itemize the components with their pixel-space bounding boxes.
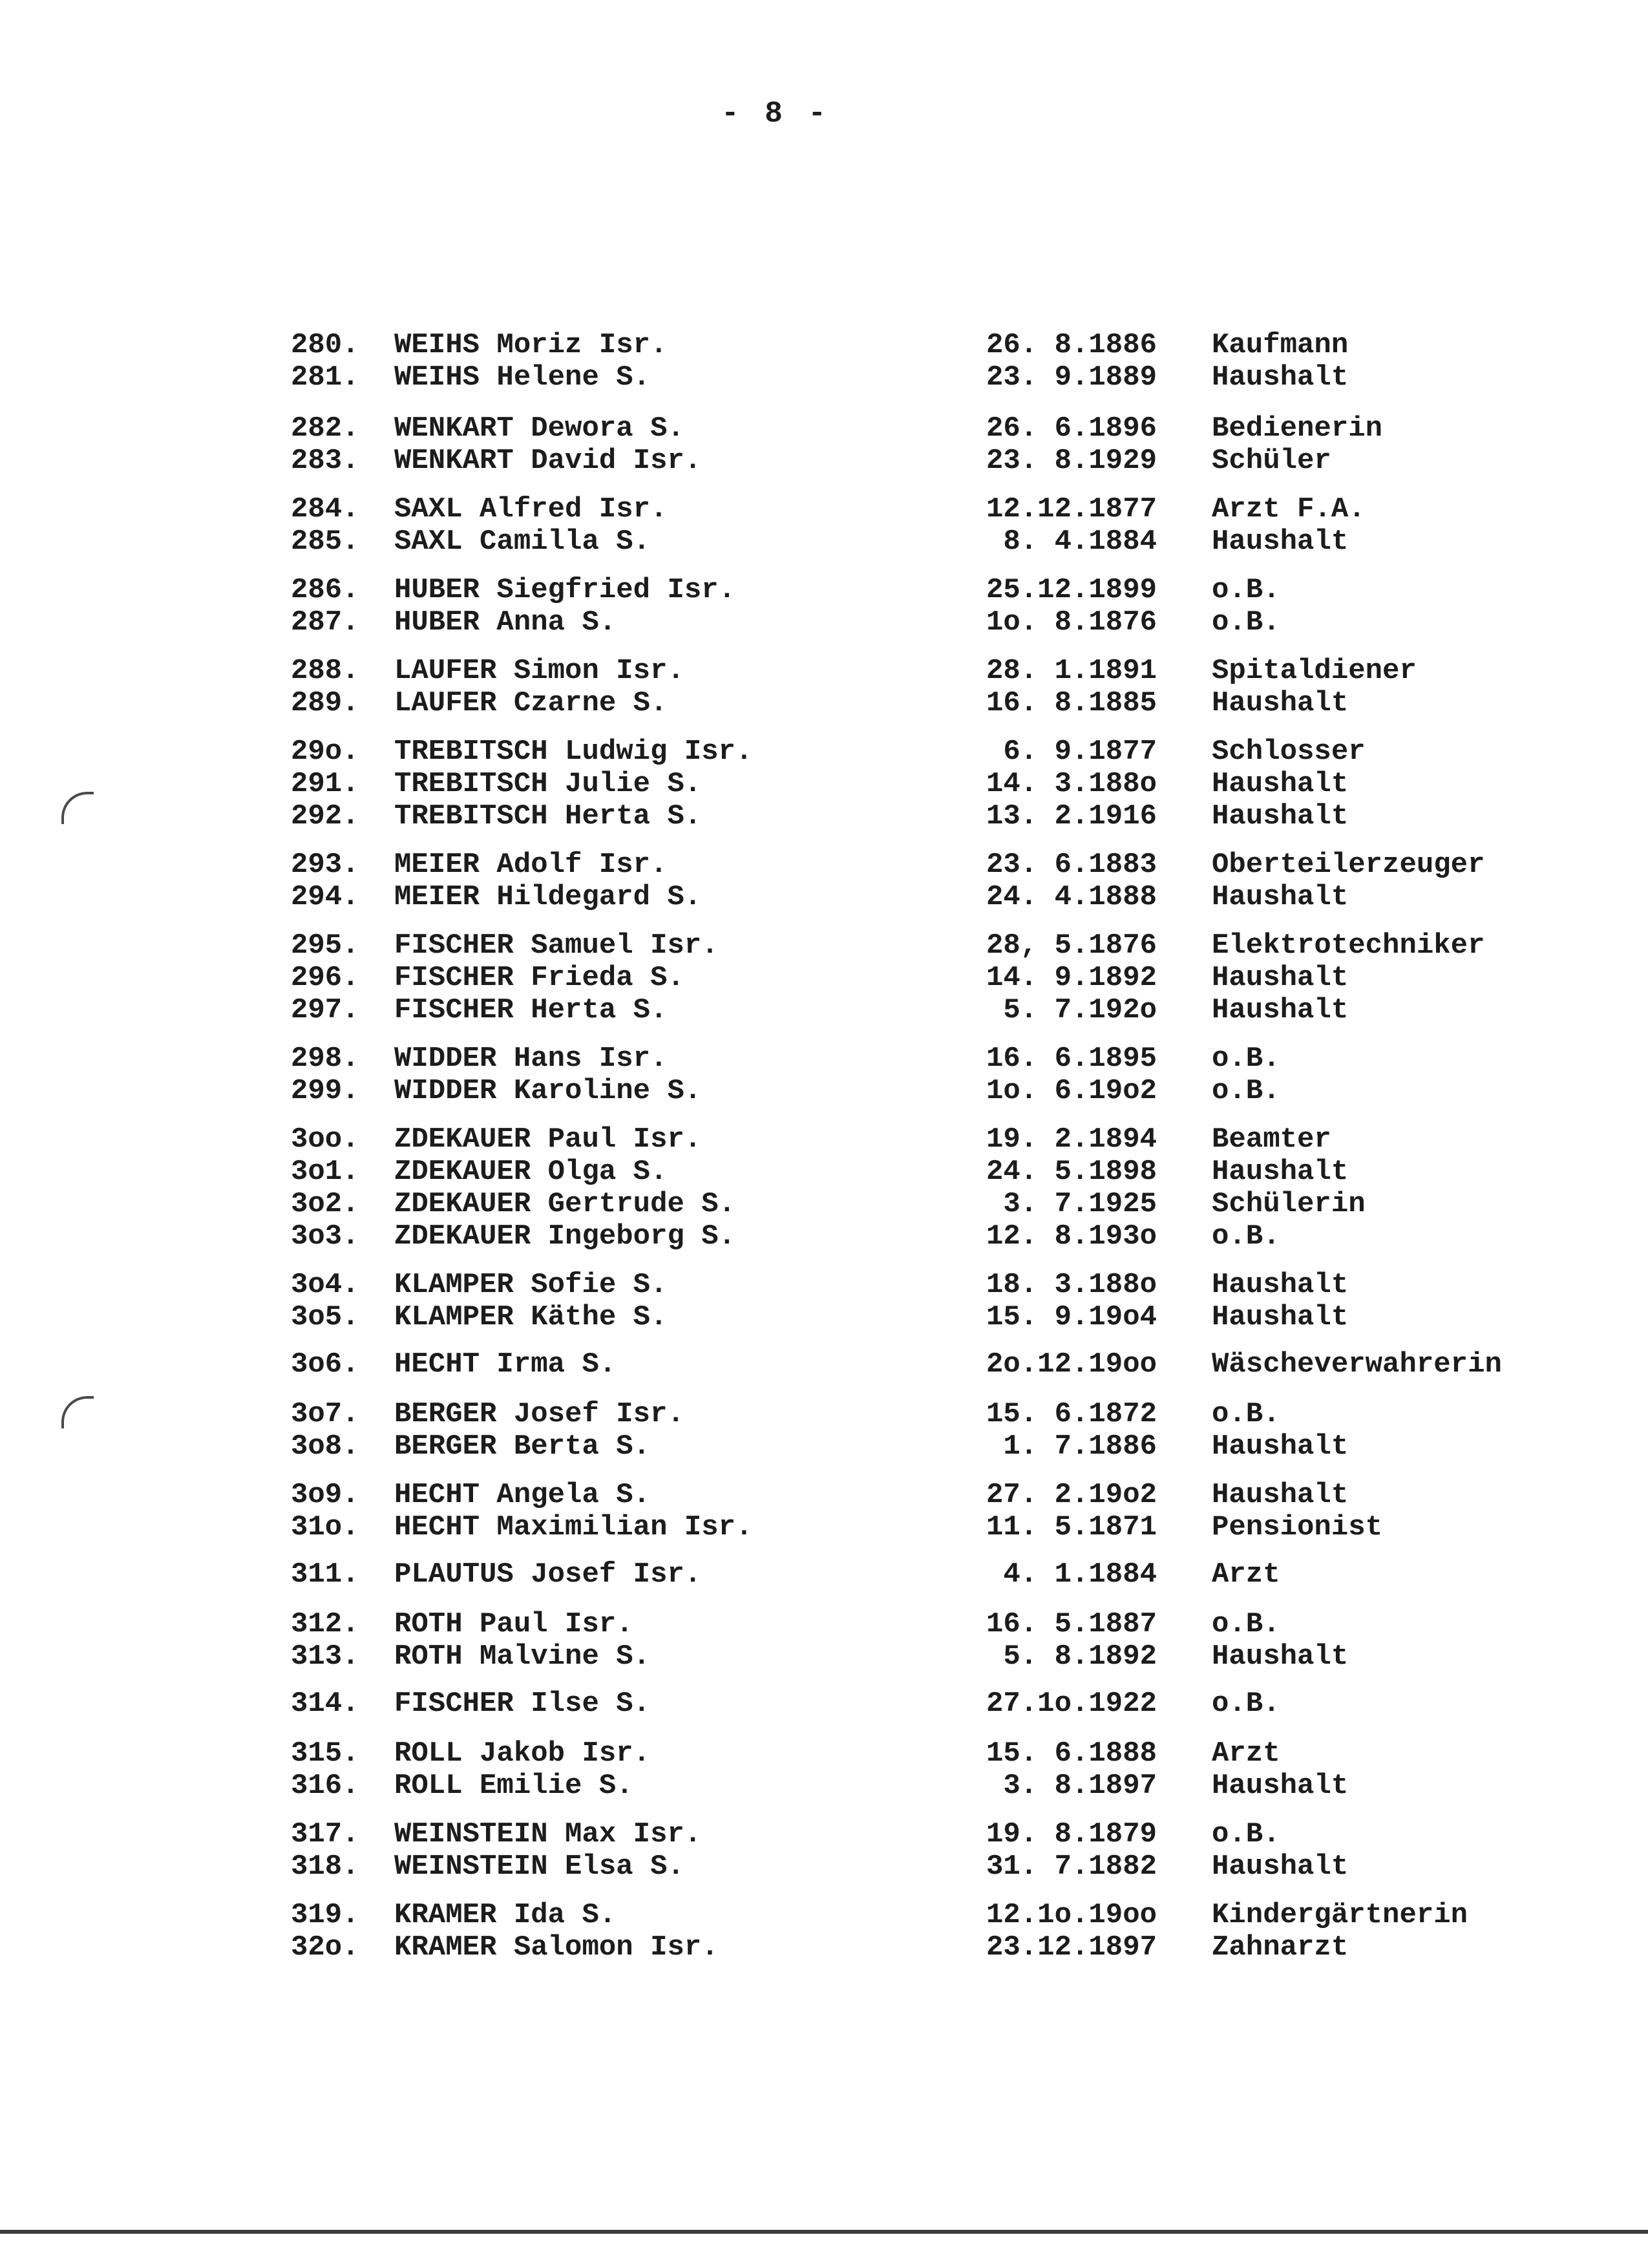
entry-number: 3o5. xyxy=(291,1301,359,1333)
entry-occupation: Haushalt xyxy=(1212,800,1349,832)
list-item xyxy=(0,735,1648,768)
entry-occupation: Beamter xyxy=(1212,1123,1331,1156)
entry-name: WEINSTEIN Max Isr. xyxy=(394,1818,702,1850)
entry-occupation: o.B. xyxy=(1212,1075,1280,1107)
entry-name: SAXL Alfred Isr. xyxy=(394,493,668,525)
list-item xyxy=(0,1510,1648,1544)
entry-number: 297. xyxy=(291,994,359,1026)
list-item xyxy=(0,1300,1648,1334)
entry-occupation: Spitaldiener xyxy=(1212,655,1417,687)
entry-name: KRAMER Ida S. xyxy=(394,1899,617,1931)
list-item xyxy=(0,1478,1648,1512)
entry-birth-date: 6. 9.1877 xyxy=(1003,736,1157,768)
entry-number: 287. xyxy=(291,606,359,639)
entry-number: 295. xyxy=(291,929,359,962)
list-item xyxy=(0,848,1648,882)
entry-occupation: Haushalt xyxy=(1212,1301,1349,1333)
entry-number: 291. xyxy=(291,768,359,800)
list-item xyxy=(0,1558,1648,1591)
entry-name: HECHT Angela S. xyxy=(394,1479,651,1511)
entry-number: 283. xyxy=(291,445,359,477)
entry-number: 288. xyxy=(291,655,359,687)
entry-name: LAUFER Czarne S. xyxy=(394,687,668,719)
list-item xyxy=(0,1123,1648,1156)
entry-occupation: Haushalt xyxy=(1212,1156,1349,1188)
entry-birth-date: 15. 6.1888 xyxy=(986,1737,1157,1770)
entry-birth-date: 1o. 6.19o2 xyxy=(986,1075,1157,1107)
list-item xyxy=(0,1348,1648,1381)
entry-name: PLAUTUS Josef Isr. xyxy=(394,1558,702,1591)
entry-number: 311. xyxy=(291,1558,359,1591)
entry-name: FISCHER Ilse S. xyxy=(394,1688,651,1720)
entry-occupation: Arzt xyxy=(1212,1737,1280,1770)
entry-number: 299. xyxy=(291,1075,359,1107)
entry-occupation: Kaufmann xyxy=(1212,329,1349,361)
entry-name: MEIER Adolf Isr. xyxy=(394,849,668,881)
entry-name: FISCHER Frieda S. xyxy=(394,962,684,994)
page-number: - 8 - xyxy=(721,97,830,131)
entry-name: WEIHS Moriz Isr. xyxy=(394,329,668,361)
entry-name: LAUFER Simon Isr. xyxy=(394,655,684,687)
entry-number: 282. xyxy=(291,412,359,445)
list-item xyxy=(0,929,1648,962)
entry-name: TREBITSCH Herta S. xyxy=(394,800,702,832)
entry-occupation: Haushalt xyxy=(1212,525,1349,558)
list-item xyxy=(0,606,1648,639)
entry-number: 285. xyxy=(291,525,359,558)
entry-birth-date: 8. 4.1884 xyxy=(1003,525,1157,558)
entry-birth-date: 12.12.1877 xyxy=(986,493,1157,525)
entry-name: FISCHER Herta S. xyxy=(394,994,668,1026)
entry-occupation: Haushalt xyxy=(1212,962,1349,994)
list-item xyxy=(0,1397,1648,1431)
entry-birth-date: 27. 2.19o2 xyxy=(986,1479,1157,1511)
entry-number: 289. xyxy=(291,687,359,719)
list-item xyxy=(0,1220,1648,1253)
entry-occupation: Haushalt xyxy=(1212,687,1349,719)
entry-birth-date: 16. 6.1895 xyxy=(986,1043,1157,1075)
entry-birth-date: 25.12.1899 xyxy=(986,574,1157,606)
entry-number: 318. xyxy=(291,1850,359,1883)
entry-name: KLAMPER Sofie S. xyxy=(394,1269,668,1301)
entry-occupation: Zahnarzt xyxy=(1212,1931,1349,1964)
entry-occupation: Arzt F.A. xyxy=(1212,493,1366,525)
entry-name: HUBER Anna S. xyxy=(394,606,617,639)
entry-occupation: Haushalt xyxy=(1212,881,1349,913)
entry-name: WEIHS Helene S. xyxy=(394,361,651,394)
page-bottom-edge xyxy=(0,2230,1648,2234)
entry-birth-date: 27.1o.1922 xyxy=(986,1688,1157,1720)
entry-name: WEINSTEIN Elsa S. xyxy=(394,1850,684,1883)
list-item xyxy=(0,1187,1648,1221)
entry-occupation: Haushalt xyxy=(1212,1640,1349,1673)
entry-number: 296. xyxy=(291,962,359,994)
list-item xyxy=(0,573,1648,607)
entry-number: 313. xyxy=(291,1640,359,1673)
entry-number: 3o8. xyxy=(291,1430,359,1463)
list-item xyxy=(0,444,1648,478)
entry-birth-date: 4. 1.1884 xyxy=(1003,1558,1157,1591)
entry-birth-date: 5. 8.1892 xyxy=(1003,1640,1157,1673)
list-item xyxy=(0,1898,1648,1932)
entry-birth-date: 23. 8.1929 xyxy=(986,445,1157,477)
list-item xyxy=(0,767,1648,801)
entry-occupation: Schüler xyxy=(1212,445,1331,477)
list-item xyxy=(0,525,1648,558)
entry-name: KRAMER Salomon Isr. xyxy=(394,1931,719,1964)
entry-occupation: Kindergärtnerin xyxy=(1212,1899,1468,1931)
entry-name: ZDEKAUER Ingeborg S. xyxy=(394,1220,736,1253)
entry-name: ROLL Jakob Isr. xyxy=(394,1737,651,1770)
entry-occupation: o.B. xyxy=(1212,1818,1280,1850)
entry-number: 3o2. xyxy=(291,1188,359,1220)
entry-number: 3o7. xyxy=(291,1398,359,1430)
list-item xyxy=(0,1687,1648,1721)
list-item xyxy=(0,993,1648,1027)
entry-name: ROLL Emilie S. xyxy=(394,1770,633,1802)
entry-occupation: Haushalt xyxy=(1212,1269,1349,1301)
entry-birth-date: 11. 5.1871 xyxy=(986,1511,1157,1543)
entry-number: 284. xyxy=(291,493,359,525)
list-item xyxy=(0,1607,1648,1641)
list-item xyxy=(0,800,1648,833)
list-item xyxy=(0,1850,1648,1883)
entry-occupation: o.B. xyxy=(1212,1688,1280,1720)
entry-birth-date: 26. 6.1896 xyxy=(986,412,1157,445)
entry-occupation: o.B. xyxy=(1212,606,1280,639)
entry-number: 317. xyxy=(291,1818,359,1850)
entry-birth-date: 5. 7.192o xyxy=(1003,994,1157,1026)
entry-occupation: Wäscheverwahrerin xyxy=(1212,1348,1502,1381)
entry-birth-date: 19. 2.1894 xyxy=(986,1123,1157,1156)
entry-number: 293. xyxy=(291,849,359,881)
entry-name: HUBER Siegfried Isr. xyxy=(394,574,736,606)
list-item xyxy=(0,1155,1648,1189)
entry-number: 298. xyxy=(291,1043,359,1075)
entry-birth-date: 13. 2.1916 xyxy=(986,800,1157,832)
entry-number: 312. xyxy=(291,1608,359,1640)
entry-birth-date: 15. 9.19o4 xyxy=(986,1301,1157,1333)
entry-number: 3oo. xyxy=(291,1123,359,1156)
list-item xyxy=(0,328,1648,362)
entry-number: 31o. xyxy=(291,1511,359,1543)
entry-name: ROTH Malvine S. xyxy=(394,1640,651,1673)
list-item xyxy=(0,686,1648,720)
list-item xyxy=(0,1430,1648,1463)
list-item xyxy=(0,961,1648,995)
entry-birth-date: 2o.12.19oo xyxy=(986,1348,1157,1381)
entry-name: ROTH Paul Isr. xyxy=(394,1608,633,1640)
entry-occupation: o.B. xyxy=(1212,1220,1280,1253)
entry-occupation: o.B. xyxy=(1212,1608,1280,1640)
entry-birth-date: 31. 7.1882 xyxy=(986,1850,1157,1883)
entry-occupation: Haushalt xyxy=(1212,361,1349,394)
entry-birth-date: 12. 8.193o xyxy=(986,1220,1157,1253)
entry-occupation: Haushalt xyxy=(1212,1479,1349,1511)
entry-name: ZDEKAUER Olga S. xyxy=(394,1156,668,1188)
entry-birth-date: 24. 4.1888 xyxy=(986,881,1157,913)
entry-number: 281. xyxy=(291,361,359,394)
entry-occupation: o.B. xyxy=(1212,1043,1280,1075)
entry-name: HECHT Irma S. xyxy=(394,1348,617,1381)
entry-occupation: Haushalt xyxy=(1212,1430,1349,1463)
entry-birth-date: 3. 8.1897 xyxy=(1003,1770,1157,1802)
entry-birth-date: 1. 7.1886 xyxy=(1003,1430,1157,1463)
entry-birth-date: 26. 8.1886 xyxy=(986,329,1157,361)
entry-birth-date: 14. 9.1892 xyxy=(986,962,1157,994)
entry-birth-date: 28. 1.1891 xyxy=(986,655,1157,687)
entry-name: ZDEKAUER Gertrude S. xyxy=(394,1188,736,1220)
entry-number: 3o4. xyxy=(291,1269,359,1301)
entry-birth-date: 23. 9.1889 xyxy=(986,361,1157,394)
list-item xyxy=(0,1818,1648,1851)
entry-name: WENKART David Isr. xyxy=(394,445,702,477)
entry-birth-date: 19. 8.1879 xyxy=(986,1818,1157,1850)
entry-birth-date: 24. 5.1898 xyxy=(986,1156,1157,1188)
entry-birth-date: 16. 5.1887 xyxy=(986,1608,1157,1640)
entry-number: 3o1. xyxy=(291,1156,359,1188)
entry-occupation: Arzt xyxy=(1212,1558,1280,1591)
entry-occupation: Haushalt xyxy=(1212,994,1349,1026)
entry-birth-date: 15. 6.1872 xyxy=(986,1398,1157,1430)
entry-name: HECHT Maximilian Isr. xyxy=(394,1511,753,1543)
entry-number: 315. xyxy=(291,1737,359,1770)
entry-name: ZDEKAUER Paul Isr. xyxy=(394,1123,702,1156)
entry-birth-date: 14. 3.188o xyxy=(986,768,1157,800)
list-item xyxy=(0,493,1648,526)
entry-occupation: Elektrotechniker xyxy=(1212,929,1485,962)
entry-birth-date: 3. 7.1925 xyxy=(1003,1188,1157,1220)
entry-birth-date: 16. 8.1885 xyxy=(986,687,1157,719)
entry-occupation: Schülerin xyxy=(1212,1188,1366,1220)
list-item xyxy=(0,1737,1648,1770)
entry-name: WIDDER Karoline S. xyxy=(394,1075,702,1107)
list-item xyxy=(0,1640,1648,1673)
entry-number: 3o6. xyxy=(291,1348,359,1381)
entry-birth-date: 28, 5.1876 xyxy=(986,929,1157,962)
entry-number: 280. xyxy=(291,329,359,361)
entry-birth-date: 23.12.1897 xyxy=(986,1931,1157,1964)
entry-birth-date: 18. 3.188o xyxy=(986,1269,1157,1301)
entry-name: TREBITSCH Ludwig Isr. xyxy=(394,736,753,768)
list-item xyxy=(0,1769,1648,1803)
list-item xyxy=(0,1931,1648,1964)
list-item xyxy=(0,880,1648,914)
entry-birth-date: 1o. 8.1876 xyxy=(986,606,1157,639)
entry-name: WIDDER Hans Isr. xyxy=(394,1043,668,1075)
entry-occupation: Haushalt xyxy=(1212,768,1349,800)
entry-occupation: Haushalt xyxy=(1212,1850,1349,1883)
entry-number: 314. xyxy=(291,1688,359,1720)
entry-number: 32o. xyxy=(291,1931,359,1964)
entry-occupation: Haushalt xyxy=(1212,1770,1349,1802)
entry-name: BERGER Berta S. xyxy=(394,1430,651,1463)
entry-name: SAXL Camilla S. xyxy=(394,525,651,558)
entry-occupation: o.B. xyxy=(1212,574,1280,606)
entry-number: 294. xyxy=(291,881,359,913)
entry-occupation: o.B. xyxy=(1212,1398,1280,1430)
entry-name: KLAMPER Käthe S. xyxy=(394,1301,668,1333)
entry-number: 3o9. xyxy=(291,1479,359,1511)
entry-name: BERGER Josef Isr. xyxy=(394,1398,684,1430)
entry-birth-date: 23. 6.1883 xyxy=(986,849,1157,881)
entry-occupation: Pensionist xyxy=(1212,1511,1383,1543)
entry-number: 286. xyxy=(291,574,359,606)
list-item xyxy=(0,1268,1648,1302)
entry-number: 316. xyxy=(291,1770,359,1802)
entry-number: 292. xyxy=(291,800,359,832)
list-item xyxy=(0,654,1648,688)
entry-name: TREBITSCH Julie S. xyxy=(394,768,702,800)
entry-occupation: Schlosser xyxy=(1212,736,1366,768)
entry-number: 29o. xyxy=(291,736,359,768)
entry-name: FISCHER Samuel Isr. xyxy=(394,929,719,962)
list-item xyxy=(0,1074,1648,1108)
list-item xyxy=(0,1042,1648,1076)
entry-number: 3o3. xyxy=(291,1220,359,1253)
entry-number: 319. xyxy=(291,1899,359,1931)
list-item xyxy=(0,361,1648,394)
entry-name: WENKART Dewora S. xyxy=(394,412,684,445)
entry-name: MEIER Hildegard S. xyxy=(394,881,702,913)
entry-occupation: Bedienerin xyxy=(1212,412,1383,445)
entry-birth-date: 12.1o.19oo xyxy=(986,1899,1157,1931)
entry-occupation: Oberteilerzeuger xyxy=(1212,849,1485,881)
list-item xyxy=(0,412,1648,445)
